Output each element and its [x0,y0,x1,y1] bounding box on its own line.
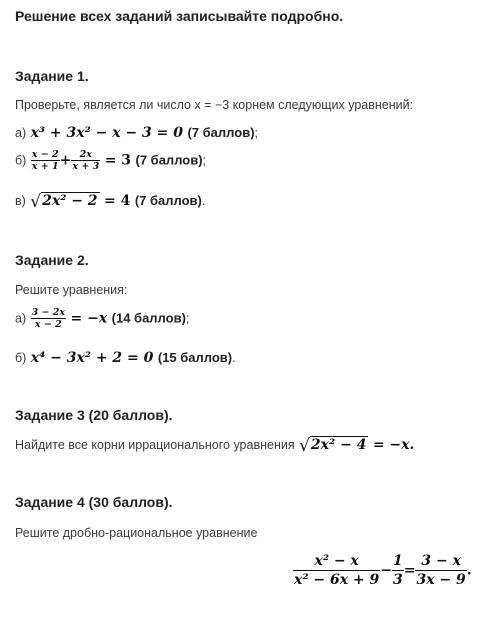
punctuation: . [232,351,236,365]
denominator: x + 3 [72,161,100,172]
equals-rhs: = 4 [104,193,131,209]
punctuation: ; [202,153,207,168]
task2-item-a [15,307,189,330]
denominator: 3 [393,572,403,588]
task3-title: Задание 3 (20 баллов). [15,407,173,423]
numerator: x² − x [293,552,380,571]
points: (14 баллов) [111,310,186,326]
task3-prompt: Найдите все корни иррационального уравнения [15,438,295,452]
denominator: x − 2 [34,319,62,330]
punctuation: . [466,562,472,579]
task4-prompt: Решите дробно-рациональное уравнение [15,526,258,540]
task2-item-b [15,349,236,367]
item-label: а) [15,126,27,140]
numerator: 1 [393,553,403,569]
item-label: б) [15,351,27,365]
item-label: а) [15,311,27,326]
fraction [71,149,100,172]
task1-title: Задание 1. [15,68,89,84]
punctuation: ; [254,126,259,140]
equals-rhs: = −x [70,310,108,327]
fraction [293,552,380,589]
radical-sign: √ [30,192,42,212]
radicand: 2x² − 4 [310,437,367,453]
task1-item-c [15,192,205,212]
punctuation: ; [185,311,190,326]
equals-rhs: = 3 [104,152,132,169]
equals-rhs: = −x. [372,437,415,453]
equals-sign: = [403,562,416,579]
item-label: б) [15,153,27,168]
task2-prompt: Решите уравнения: [15,283,128,297]
fraction [415,552,466,589]
numerator: x − 2 [31,149,59,160]
page-title: Решение всех заданий записывайте подробно. [15,8,344,24]
fraction [31,307,66,330]
task1-item-b [15,149,206,172]
points: (15 баллов) [157,350,233,365]
task2-title: Задание 2. [15,252,89,268]
task1-item-a [15,124,258,142]
points: (7 баллов) [187,125,255,140]
denominator: x² − 6x + 9 [294,572,380,588]
points: (7 баллов) [135,152,203,168]
equation: x⁴ − 3x² + 2 = 0 [30,350,154,366]
punctuation: . [201,194,206,208]
task4-title: Задание 4 (30 баллов). [15,494,173,510]
denominator: 3x − 9 [416,572,466,588]
numerator: 3 − x [415,552,466,571]
item-label: в) [15,194,26,208]
numerator: 2x [71,149,100,161]
task4-equation [293,552,472,589]
numerator: 3 − 2x [31,307,66,318]
fraction [392,552,404,589]
denominator: x + 1 [31,161,59,172]
equation: x³ + 3x² − x − 3 = 0 [30,125,184,141]
radical-sign: √ [299,436,310,456]
fraction [31,149,60,172]
task3-line [15,436,414,456]
minus-sign: − [380,562,392,579]
plus-sign: + [59,152,72,169]
points: (7 баллов) [134,193,202,208]
task1-prompt: Проверьте, является ли число x = −3 корнем следующих уравнений: [15,98,414,112]
radicand: 2x² − 2 [42,193,98,209]
